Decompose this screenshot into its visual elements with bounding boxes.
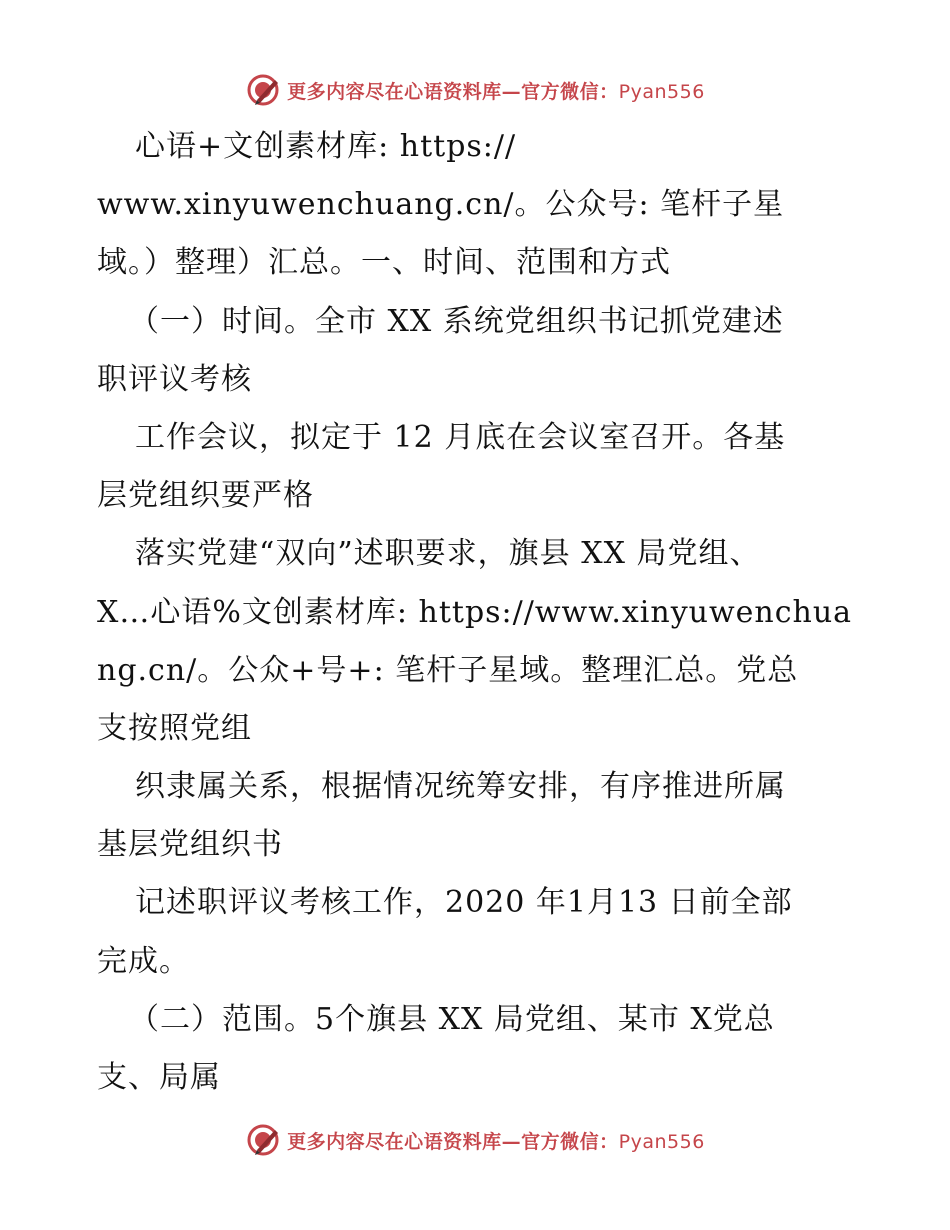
body-line: 心语+文创素材库: https:// (135, 129, 517, 164)
body-line: ng.cn/。公众+号+: 笔杆子星域。整理汇总。党总 (97, 652, 799, 688)
footer-banner (0, 1120, 950, 1160)
header-banner-wechat: Pyan556 (618, 80, 705, 103)
footer-banner-text: 更多内容尽在心语资料库—官方微信： (287, 1130, 619, 1153)
body-line: 职评议考核 (97, 361, 252, 397)
pen-logo-icon (245, 1122, 281, 1158)
body-line: 支按照党组 (97, 710, 252, 746)
body-line: 织隶属关系，根据情况统筹安排，有序推进所属 (135, 769, 786, 805)
pen-logo-icon (245, 72, 281, 108)
body-line: 基层党组织书 (97, 827, 283, 863)
body-line: 工作会议，拟定于 12 月底在会议室召开。各基 (135, 419, 786, 455)
body-line: 完成。 (97, 943, 190, 979)
document-body (97, 118, 857, 1107)
body-line: （一）时间。全市 XX 系统党组织书记抓党建述 (129, 303, 784, 339)
body-line: 落实党建“双向”述职要求，旗县 XX 局党组、 (135, 536, 761, 572)
header-banner (0, 70, 950, 110)
body-line: 记述职评议考核工作，2020 年1月13 日前全部 (135, 885, 793, 921)
body-line: 域。）整理）汇总。一、时间、范围和方式 (97, 245, 671, 281)
header-banner-text: 更多内容尽在心语资料库—官方微信： (287, 80, 619, 103)
body-line: （二）范围。5个旗县 XX 局党组、某市 X党总 (129, 1001, 775, 1037)
footer-banner-wechat: Pyan556 (618, 1130, 705, 1153)
body-line: 层党组织要严格 (97, 478, 314, 514)
body-line: www.xinyuwenchuang.cn/。公众号: 笔杆子星 (97, 187, 785, 223)
body-line: 支、局属 (97, 1060, 221, 1095)
body-line: X…心语%文创素材库: https://www.xinyuwenchua (97, 594, 853, 630)
